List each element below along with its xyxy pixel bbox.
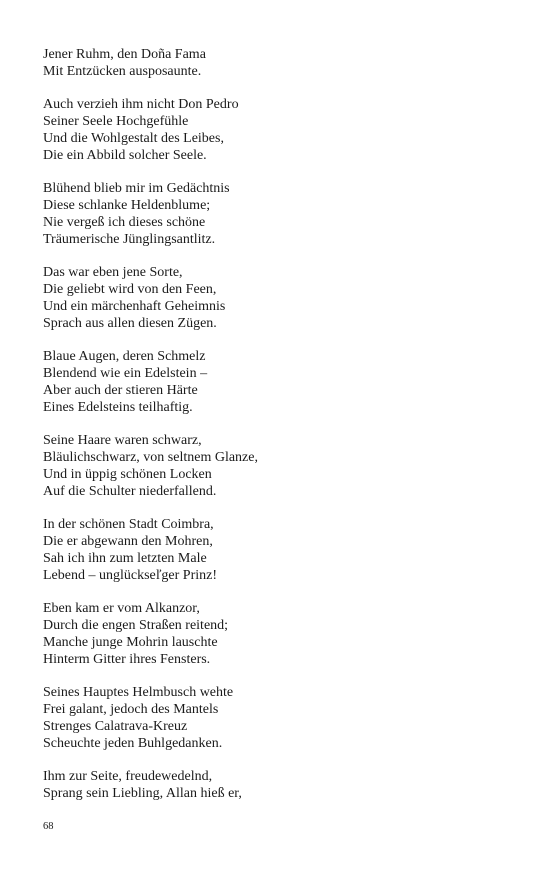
poem-line: Und die Wohlgestalt des Leibes, xyxy=(43,131,224,146)
poem-line: Jener Ruhm, den Doña Fama xyxy=(43,47,206,62)
poem-line: Durch die engen Straßen reitend; xyxy=(43,618,229,634)
poem-line: Bläulichschwarz, von seltnem Glanze, xyxy=(43,450,258,466)
poem-line: Aber auch der stieren Härte xyxy=(43,383,198,398)
poem-line: Manche junge Mohrin lauschte xyxy=(43,635,218,650)
poem-line: Eines Edelsteins teilhaftig. xyxy=(43,399,193,415)
poem-line: Blaue Augen, deren Schmelz xyxy=(43,349,206,365)
stanza xyxy=(43,685,523,753)
poem-line: Und ein märchenhaft Geheimnis xyxy=(43,299,226,314)
poem-line: Ihm zur Seite, freudewedelnd, xyxy=(43,769,213,785)
stanza xyxy=(43,97,523,165)
poem-line: Auch verzieh ihm nicht Don Pedro xyxy=(43,97,239,113)
poem-line: Diese schlanke Heldenblume; xyxy=(43,198,211,214)
poem-line: Die er abgewann den Mohren, xyxy=(43,534,213,550)
poem-line: Frei galant, jedoch des Mantels xyxy=(43,702,219,718)
stanza xyxy=(43,601,523,669)
page-number: 68 xyxy=(43,821,54,832)
stanza xyxy=(43,769,523,803)
poem-line: Die geliebt wird von den Feen, xyxy=(43,282,217,298)
poem-line: Strenges Calatrava-Kreuz xyxy=(43,719,188,734)
poem-line: Hinterm Gitter ihres Fensters. xyxy=(43,651,211,667)
stanza xyxy=(43,349,523,417)
poem-line: Das war eben jene Sorte, xyxy=(43,265,183,281)
stanza xyxy=(43,181,523,249)
poem-line: Sprach aus allen diesen Zügen. xyxy=(43,315,217,331)
poem-line: Seines Hauptes Helmbusch wehte xyxy=(43,685,234,701)
stanza xyxy=(43,265,523,333)
poem-line: Scheuchte jeden Buhlgedanken. xyxy=(43,735,223,751)
poem-text xyxy=(43,47,523,819)
poem-line: Mit Entzücken ausposaunte. xyxy=(43,63,202,79)
poem-line: Blühend blieb mir im Gedächtnis xyxy=(43,181,230,197)
poem-line: Die ein Abbild solcher Seele. xyxy=(43,147,207,163)
poem-line: Und in üppig schönen Locken xyxy=(43,467,212,482)
stanza xyxy=(43,47,523,81)
stanza xyxy=(43,433,523,501)
poem-line: Auf die Schulter niederfallend. xyxy=(43,483,217,499)
poem-line: Nie vergeß ich dieses schöne xyxy=(43,215,206,230)
poem-line: Seiner Seele Hochgefühle xyxy=(43,114,189,130)
stanza xyxy=(43,517,523,585)
poem-line: Träumerische Jünglingsantlitz. xyxy=(43,231,216,247)
poem-line: In der schönen Stadt Coimbra, xyxy=(43,517,214,533)
poem-line: Sah ich ihn zum letzten Male xyxy=(43,551,207,566)
poem-line: Eben kam er vom Alkanzor, xyxy=(43,601,200,617)
poem-line: Blendend wie ein Edelstein – xyxy=(43,366,208,382)
poem-line: Sprang sein Liebling, Allan hieß er, xyxy=(43,786,242,802)
poem-line: Seine Haare waren schwarz, xyxy=(43,433,202,449)
poem-line: Lebend – unglückseľger Prinz! xyxy=(43,567,218,583)
